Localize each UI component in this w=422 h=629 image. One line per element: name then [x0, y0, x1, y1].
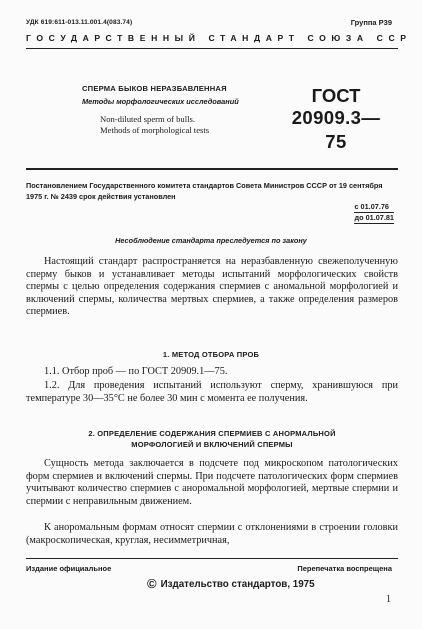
copyright-icon: © [147, 576, 157, 591]
section2-paragraph1: Сущность метода заключается в подсчете под микроскопом патологических форм спермиев и включений спермы. При подсчете патологических форм спермиев учитывают количество спермиев с аноромальной морфологией, мертвые спермии и спермии с неправильным движением. [26, 458, 398, 507]
official-edition-label: Издание официальное [26, 564, 112, 573]
subtitle-ru: Методы морфологических исследований [82, 97, 239, 106]
state-standard-banner: ГОСУДАРСТВЕННЫЙ СТАНДАРТ СОЮЗА ССР [26, 33, 412, 43]
gost-label: ГОСТ [311, 85, 361, 106]
title-ru: СПЕРМА БЫКОВ НЕРАЗБАВЛЕННАЯ [82, 84, 227, 93]
title-en [100, 114, 209, 136]
section1-heading: 1. МЕТОД ОТБОРА ПРОБ [162, 350, 260, 359]
page-number: 1 [386, 594, 391, 605]
valid-to: до 01.07.81 [354, 213, 394, 222]
section2-paragraph2: К аноромальным формам относят спермии с отклонениями в строении головки (макроскопическая, круглая, несимметричная, [26, 522, 398, 546]
section1-item2: 1.2. Для проведения испытаний используют сперму, хранившуюся при температуре 30—35°С не более 30 мин с момента ее получения. [26, 380, 398, 404]
gost-number: 20909.3—75 [291, 107, 381, 152]
header-rule [26, 48, 398, 49]
validity-dates [354, 202, 394, 224]
section2-heading-line2: МОРФОЛОГИЕЙ И ВКЛЮЧЕНИЙ СПЕРМЫ [131, 440, 293, 449]
footer-rule [26, 558, 398, 559]
publisher-text: Издательство стандартов, 1975 [160, 579, 315, 590]
title-rule [26, 168, 398, 170]
non-observance-notice: Несоблюдение стандарта преследуется по закону [115, 236, 307, 245]
reprint-prohibited-label: Перепечатка воспрещена [297, 564, 392, 573]
group-code: Группа Р39 [350, 18, 392, 27]
title-en-line2: Methods of morphological tests [100, 125, 210, 135]
valid-from: с 01.07.76 [354, 202, 394, 213]
section1-item1: 1.1. Отбор проб — по ГОСТ 20909.1—75. [44, 366, 228, 377]
publisher [147, 576, 315, 591]
intro-paragraph: Настоящий стандарт распространяется на неразбавленную свежеполученную сперму быков и устанавливает методы испытаний морфологических свойств спермы с целью определения содержания спермиев с аномальной морфологией и включений спермы, количества мертвых спермиев, а также определения размеров спермиев. [26, 256, 398, 317]
gost-designation [286, 86, 386, 154]
title-en-line1: Non-diluted sperm of bulls. [100, 114, 195, 124]
udk-code: УДК 619:611-013.11.001.4(083.74) [26, 19, 133, 26]
decree-text: Постановлением Государственного комитета стандартов Совета Министров СССР от 19 сентября 1975 г. № 2439 срок действия установлен [26, 181, 383, 201]
section2-heading [26, 428, 398, 450]
section2-heading-line1: 2. ОПРЕДЕЛЕНИЕ СОДЕРЖАНИЯ СПЕРМИЕВ С АНОРМАЛЬНОЙ [88, 429, 336, 438]
